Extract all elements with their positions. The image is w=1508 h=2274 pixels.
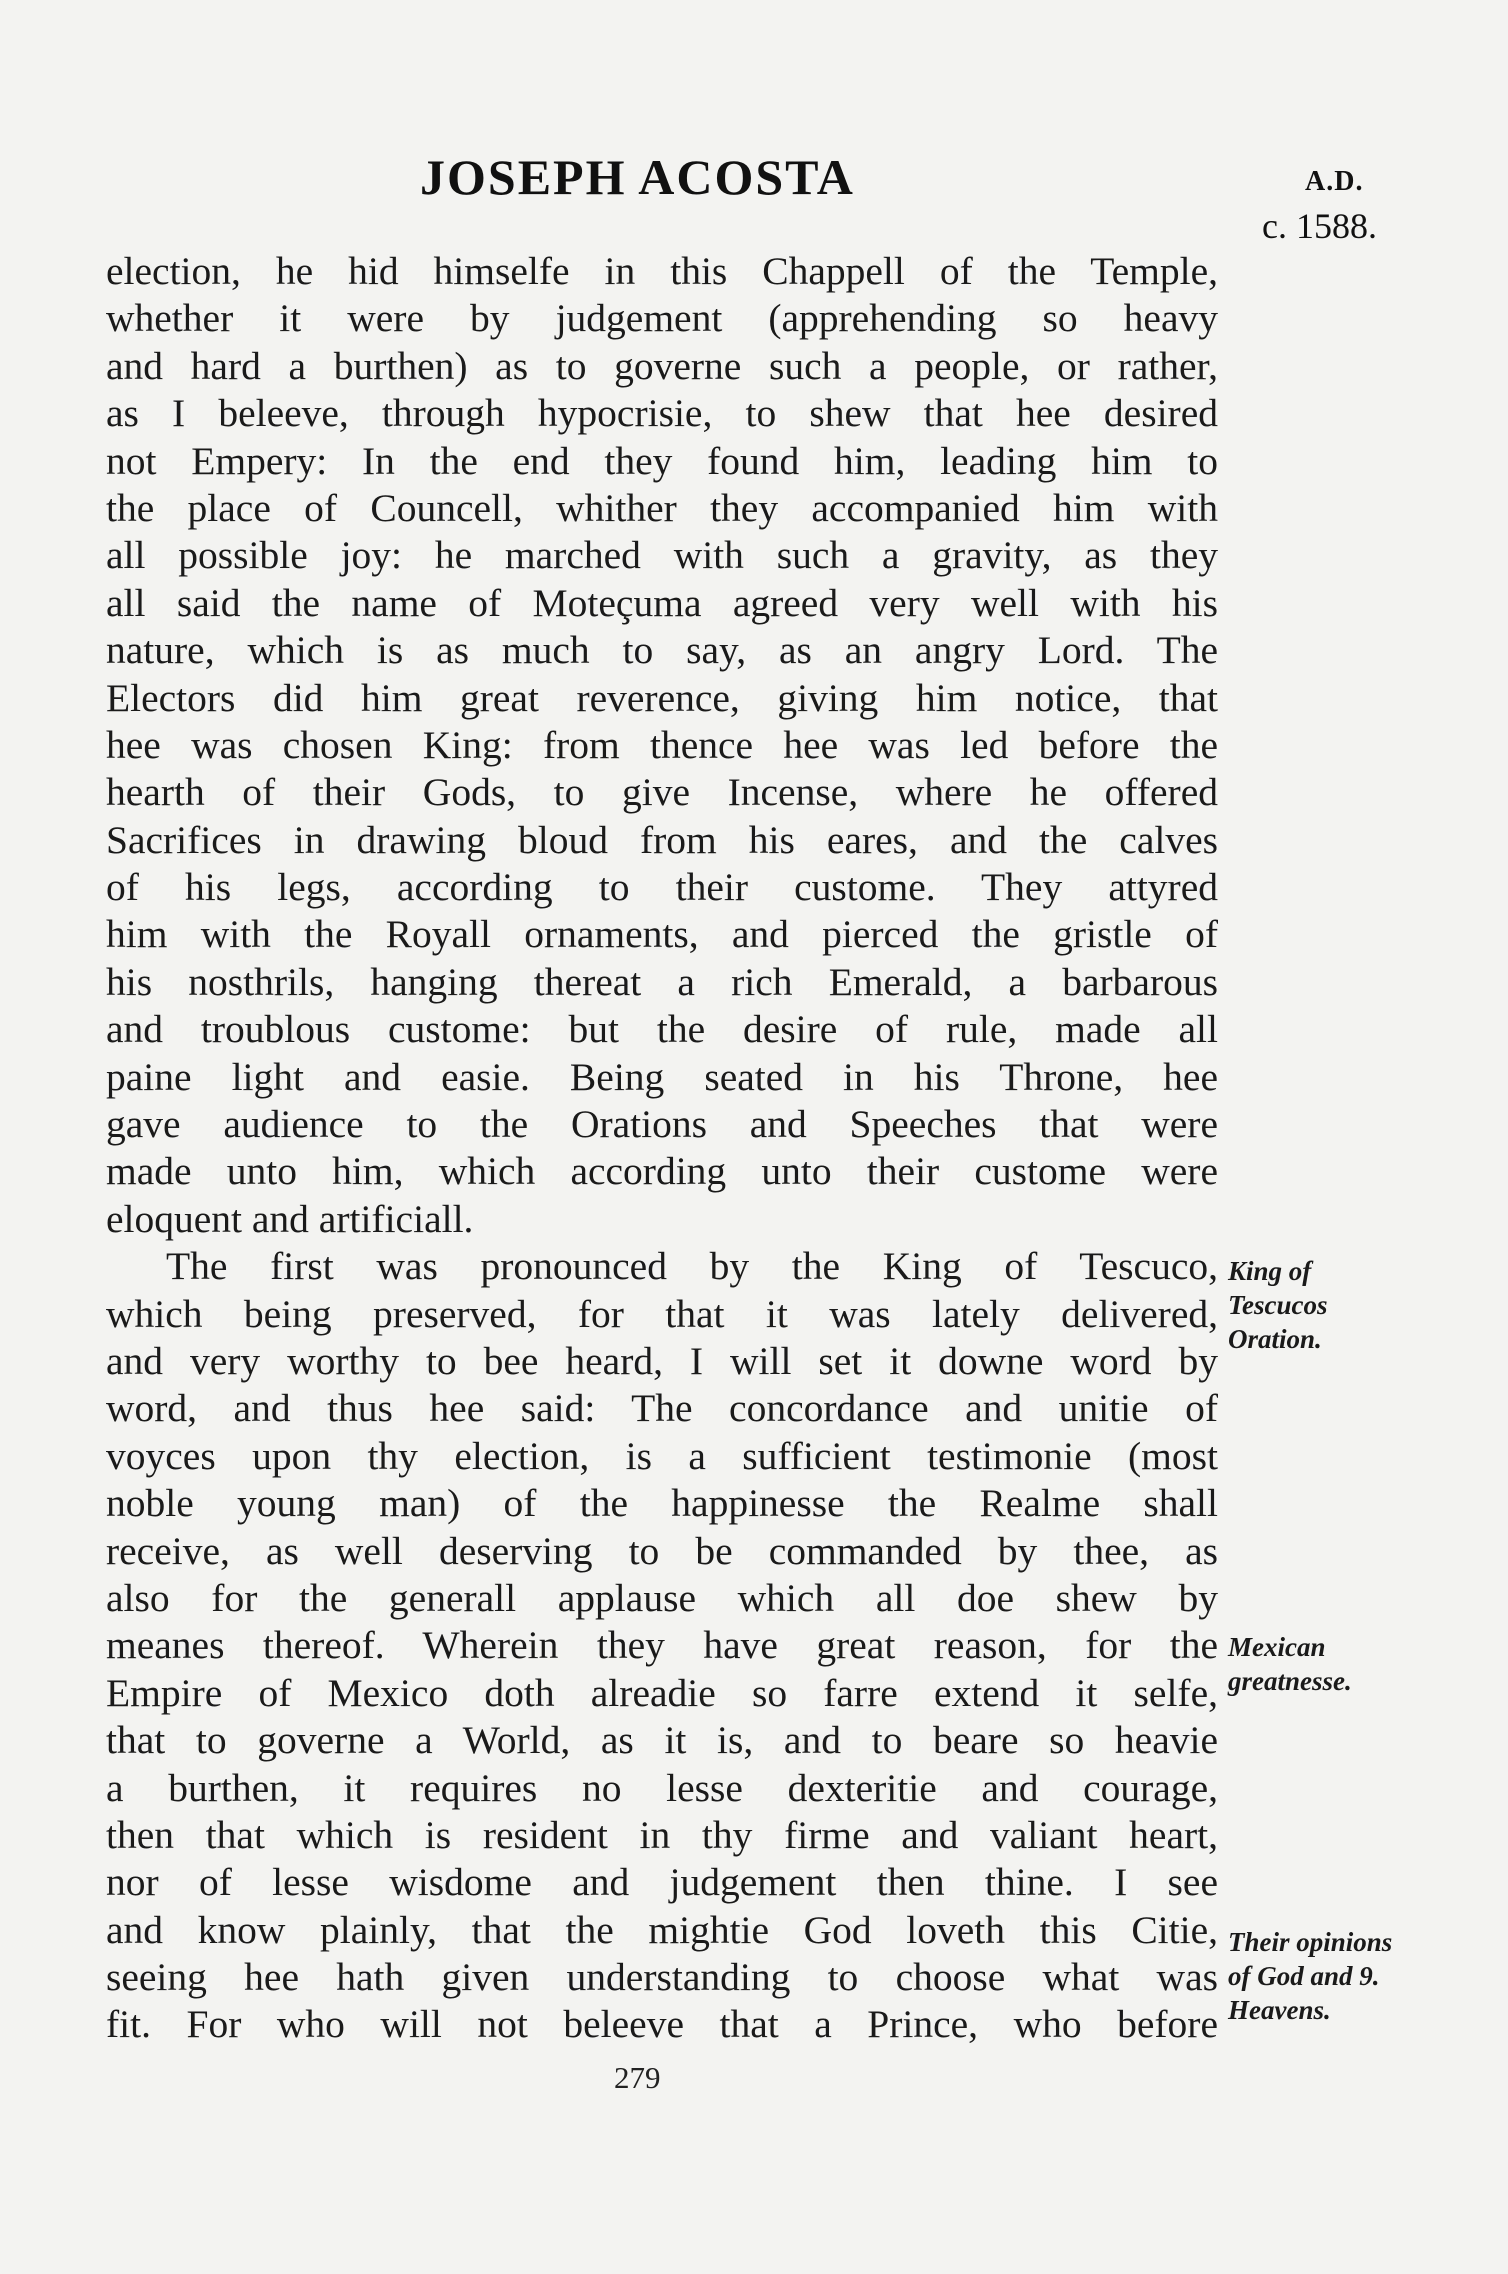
text-line: and very worthy to bee heard, I will set it downe word by bbox=[106, 1338, 1218, 1383]
running-head-title: JOSEPH ACOSTA bbox=[420, 149, 855, 205]
text-line: of his legs, according to their custome. They attyred bbox=[106, 865, 1218, 910]
margin-note-line: King of bbox=[1228, 1256, 1312, 1286]
text-line: meanes thereof. Wherein they have great reason, for the bbox=[106, 1623, 1218, 1668]
margin-note-opinions bbox=[1228, 1925, 1458, 2027]
text-line: made unto him, which according unto their custome were bbox=[106, 1149, 1218, 1194]
text-line: then that which is resident in thy firme and valiant heart, bbox=[106, 1812, 1218, 1857]
margin-note-tescuco-oration bbox=[1228, 1254, 1458, 1356]
text-line: hearth of their Gods, to give Incense, where he offered bbox=[106, 770, 1218, 815]
margin-note-line: Oration. bbox=[1228, 1324, 1322, 1354]
paragraph-start-line: The first was pronounced by the King of Tescuco, bbox=[166, 1244, 1218, 1289]
text-line: as I beleeve, through hypocrisie, to shew that hee desired bbox=[106, 391, 1218, 436]
text-line: Sacrifices in drawing bloud from his eares, and the calves bbox=[106, 817, 1218, 862]
text-line: a burthen, it requires no lesse dexteritie and courage, bbox=[106, 1765, 1218, 1810]
margin-note-line: greatnesse. bbox=[1228, 1666, 1352, 1696]
text-line: all possible joy: he marched with such a gravity, as they bbox=[106, 533, 1218, 578]
margin-note-mexican-greatnesse bbox=[1228, 1630, 1458, 1698]
text-line: eloquent and artificiall. bbox=[106, 1196, 474, 1241]
text-line: which being preserved, for that it was lately delivered, bbox=[106, 1291, 1218, 1336]
text-line: hee was chosen King: from thence hee was led before the bbox=[106, 722, 1218, 767]
date-year: c. 1588. bbox=[1262, 206, 1377, 246]
text-line: election, he hid himselfe in this Chappell of the Temple, bbox=[106, 249, 1218, 293]
text-line: and hard a burthen) as to governe such a people, or rather, bbox=[106, 343, 1218, 388]
text-line: Empire of Mexico doth alreadie so farre extend it selfe, bbox=[106, 1670, 1218, 1715]
text-line: nature, which is as much to say, as an angry Lord. The bbox=[106, 628, 1218, 673]
text-line: and know plainly, that the mightie God loveth this Citie, bbox=[106, 1907, 1218, 1952]
text-line: not Empery: In the end they found him, leading him to bbox=[106, 438, 1218, 483]
margin-note-line: Mexican bbox=[1228, 1632, 1326, 1662]
text-line: all said the name of Moteçuma agreed very well with his bbox=[106, 580, 1218, 625]
text-line: also for the generall applause which all doe shew by bbox=[106, 1575, 1218, 1620]
text-line: gave audience to the Orations and Speeches that were bbox=[106, 1102, 1218, 1147]
margin-note-line: of God and 9. bbox=[1228, 1961, 1380, 1991]
text-line: whether it were by judgement (apprehending so heavy bbox=[106, 296, 1218, 341]
page-number: 279 bbox=[614, 2060, 661, 2095]
text-line: nor of lesse wisdome and judgement then thine. I see bbox=[106, 1860, 1218, 1905]
text-line: Electors did him great reverence, giving him notice, that bbox=[106, 675, 1218, 720]
text-line: the place of Councell, whither they accompanied him with bbox=[106, 485, 1218, 530]
body-text bbox=[106, 248, 1218, 2049]
margin-note-line: Tescucos bbox=[1228, 1290, 1328, 1320]
text-line: noble young man) of the happinesse the Realme shall bbox=[106, 1481, 1218, 1526]
text-line: him with the Royall ornaments, and pierced the gristle of bbox=[106, 912, 1218, 957]
text-line: voyces upon thy election, is a sufficient testimonie (most bbox=[106, 1433, 1218, 1478]
margin-note-line: Their opinions bbox=[1228, 1927, 1393, 1957]
text-line: his nosthrils, hanging thereat a rich Emerald, a barbarous bbox=[106, 959, 1218, 1004]
date-label: A.D. bbox=[1305, 166, 1364, 197]
text-line: and troublous custome: but the desire of rule, made all bbox=[106, 1007, 1218, 1052]
text-line: word, and thus hee said: The concordance and unitie of bbox=[106, 1386, 1218, 1431]
text-line: that to governe a World, as it is, and to beare so heavie bbox=[106, 1718, 1218, 1763]
text-line: receive, as well deserving to be commanded by thee, as bbox=[106, 1528, 1218, 1573]
text-line: fit. For who will not beleeve that a Prince, who before bbox=[106, 2002, 1218, 2047]
text-line: paine light and easie. Being seated in his Throne, hee bbox=[106, 1054, 1218, 1099]
margin-note-line: Heavens. bbox=[1228, 1995, 1331, 2025]
text-line: seeing hee hath given understanding to choose what was bbox=[106, 1955, 1218, 2000]
